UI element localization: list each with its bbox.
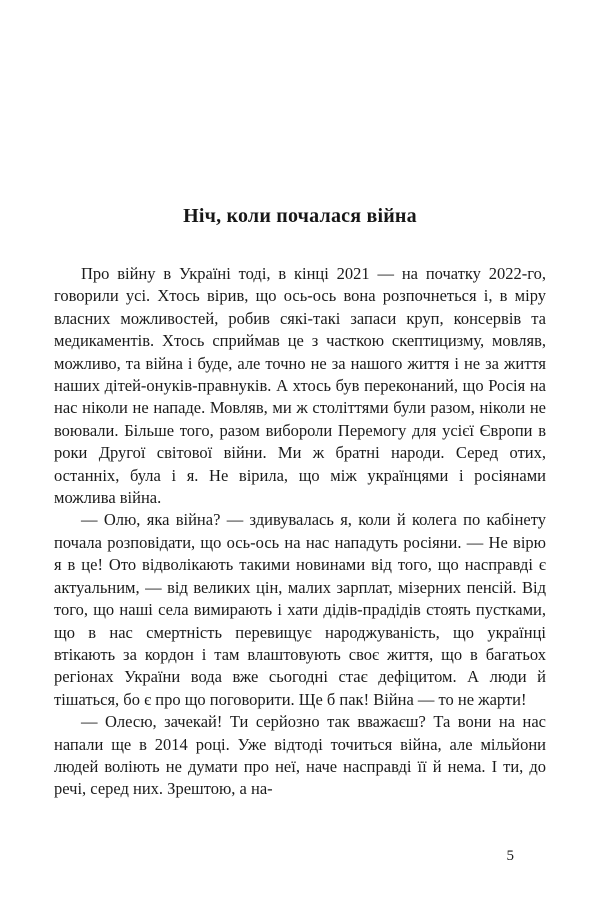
page-number: 5 <box>506 848 514 864</box>
paragraph: — Олю, яка війна? — здивувалась я, коли й колега по кабінету почала розповідати, що ось-ось на нас нападуть росіяни. — Не вірю я в це! Ото відволікають такими новинами від того, що насправді є актуальним, — від великих цін, малих зарплат, мізерних пенсій. Від того, що наші села вимирають і хати дідів-прадідів стоять пустками, що в нас смертність перевищує народжуваність, що українці втікають за кордон і там влаштовують своє життя, що в багатьох регіонах України вода вже сьогодні стає дефіцитом. А люди й тішаться, бо є про що поговорити. Ще б пак! Війна — то не жарти! <box>54 510 546 709</box>
paragraph: — Олесю, зачекай! Ти серйозно так вважаєш? Та вони на нас напали ще в 2014 році. Уже відтоді точиться війна, але мільйони людей воліють не думати про неї, наче насправді її й нема. І ти, до речі, серед них. Зрештою, а на- <box>54 712 546 799</box>
chapter-title: Ніч, коли почалася війна <box>183 205 417 227</box>
paragraph: Про війну в Україні тоді, в кінці 2021 — на початку 2022-го, говорили усі. Хтось вірив, що ось-ось вона розпочнеться і, в міру власних можливостей, робив сякі-такі запаси круп, консервів та медикаментів. Хтось сприймав це з часткою скептицизму, мовляв, можливо, та війна і буде, але точно не за нашого життя і не за життя наших дітей-онуків-правнуків. А хтось був переконаний, що Росія на нас ніколи не нападе. Мовляв, ми ж століттями були разом, ніколи не воювали. Більше того, разом вибороли Перемогу для усієї Європи в роки Другої світової війни. Ми ж братні народи. Серед отих, останніх, була і я. Не вірила, що між українцями і росіянами можлива війна. <box>54 264 546 508</box>
body-text <box>54 263 546 801</box>
